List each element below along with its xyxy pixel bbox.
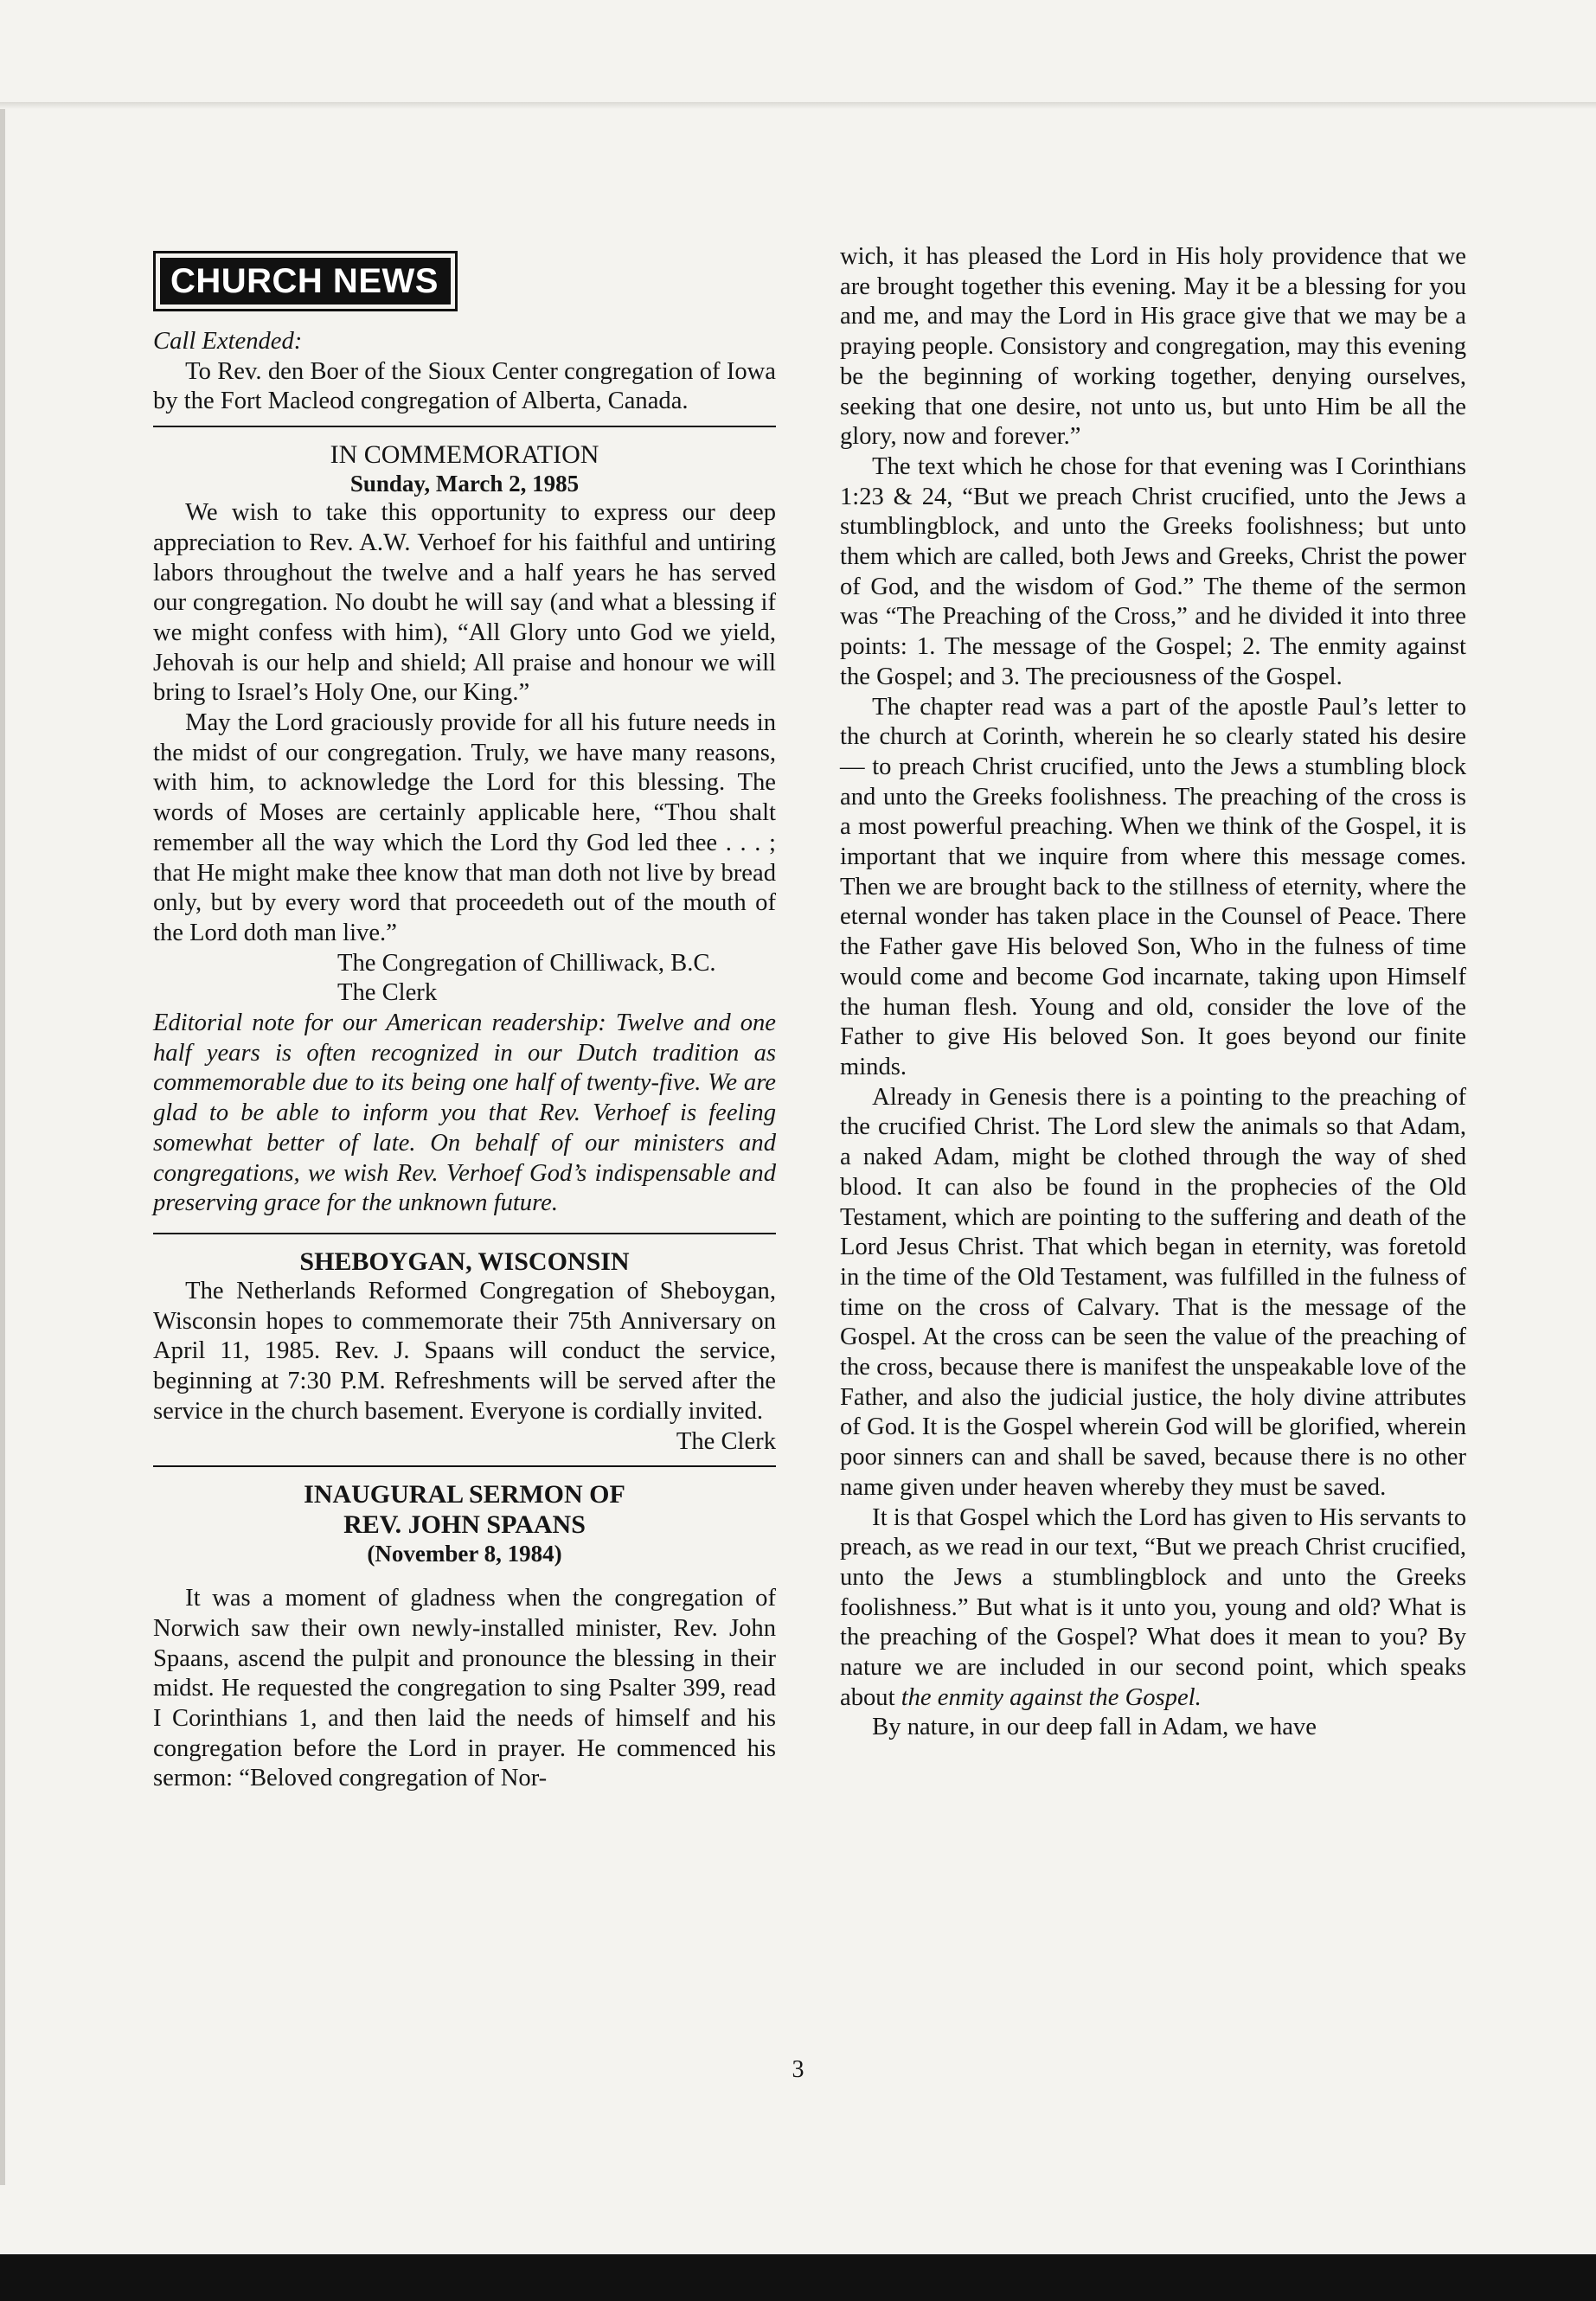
sermon-paragraph-last <box>840 1503 1466 1714</box>
commemoration-title: IN COMMEMORATION <box>330 440 599 470</box>
inaugural-continued: wich, it has pleased the Lord in His holy providence that we are brought together this evening. May it be a blessing for you and me, and may the Lord in His grace give that we may be a praying people. Consistory and congregation, may this evening be the beginning of working together, denying ourselves, seeking that one desire, not unto us, but unto Him be all the glory, now and forever.” <box>840 243 1466 451</box>
commemoration-date: Sunday, March 2, 1985 <box>349 471 580 497</box>
masthead-title: CHURCH NEWS <box>160 258 451 304</box>
right-column <box>840 242 1466 1743</box>
page-number: 3 <box>792 2056 804 2083</box>
sermon-paragraph: Already in Genesis there is a pointing to the preaching of the crucified Christ. The Lord slew the animals so that Adam, a naked Adam, might be clothed through the way of shed blood. It can also be found in the prophecies of the Old Testament, which are pointing to the suffering and death of the Lord Jesus Christ. That which began in eternity, was foretold in the time of the Old Testament, was fulfilled in the fulness of time on the cross of Calvary. That is the message of the Gospel. At the cross can be seen the value of the preaching of the cross, because there is manifest the unspeakable love of the Father, and also the judicial justice, the holy divine attributes of God. It is the Gospel wherein God will be glorified, wherein poor sinners can and shall be saved, because there is no other name given under heaven whereby they must be saved. <box>840 1083 1466 1501</box>
sermon-paragraph: The text which he chose for that evening was I Corinthians 1:23 & 24, “But we preach Christ crucified, unto the Jews a stumblingblock, and unto the Greeks foolishness; but unto them which are called, both Jews and Greeks, Christ the power of God, and the wisdom of God.” The theme of the sermon was “The Preaching of the Cross,” and he divided it into three points: 1. The message of the Gospel; 2. The enmity against the Gospel; and 3. The preciousness of the Gospel. <box>840 452 1466 690</box>
sermon-final-line: By nature, in our deep fall in Adam, we have <box>872 1714 1317 1741</box>
church-news-masthead <box>153 251 458 311</box>
sermon-paragraph: The chapter read was a part of the apostle Paul’s letter to the church at Corinth, wherein he so clearly stated his desire — to preach Christ crucified, unto the Jews a stumbling block and unto the Greeks foolishness. The preaching of the cross is a most powerful preaching. When we think of the Gospel, it is important that we inquire from where this message comes. Then we are brought back to the stillness of eternity, where the eternal wonder has taken place in the Counsel of Peace. There the Father gave His beloved Son, Who in the fulness of time would come and become God incarnate, taking upon Himself the human flesh. Young and old, consider the love of the Father to give His beloved Son. It goes beyond our finite minds. <box>840 693 1466 1080</box>
inaugural-title-name: REV. JOHN SPAANS <box>343 1510 586 1540</box>
commemoration-signature: The Congregation of Chilliwack, B.C. <box>337 949 716 977</box>
call-extended-label: Call Extended: <box>153 328 303 355</box>
section-divider <box>153 1465 776 1467</box>
sermon-emphasis: the enmity against the Gospel. <box>901 1683 1202 1711</box>
sheboygan-text: The Netherlands Reformed Congregation of Sheboygan, Wisconsin hopes to commemorate their 75th Anniversary on April 11, 1985. Rev. J. Spaans will conduct the service, beginning at 7:30 P.M. Refreshments will be served after the service in the church basement. Everyone is cordially invited. <box>153 1277 776 1425</box>
sermon-text: It is that Gospel which the Lord has given to His servants to preach, as we read in our text, “But we preach Christ crucified, unto the Jews a stumblingblock and unto the Greeks foolishness.” But what is it unto you, young and old? What is the preaching of the Gospel? What does it mean to you? By nature we are included in our second point, which speaks about <box>840 1503 1466 1711</box>
section-divider <box>153 426 776 427</box>
commemoration-paragraph: May the Lord graciously provide for all his future needs in the midst of our congregation. Truly, we have many reasons, with him, to acknowledge the Lord for this blessing. The words of Moses are certainly applicable here, “Thou shalt remember all the way which the Lord thy God led thee . . . ; that He might make thee know that man doth not live by bread only, but by every word that proceedeth out of the mouth of the Lord doth man live.” <box>153 709 776 946</box>
inaugural-title: INAUGURAL SERMON OF <box>304 1480 625 1509</box>
left-column <box>153 242 776 1794</box>
sheboygan-signature: The Clerk <box>676 1427 776 1455</box>
scan-top-edge <box>0 102 1596 109</box>
scan-left-edge <box>0 109 5 2185</box>
commemoration-paragraph: We wish to take this opportunity to express our deep appreciation to Rev. A.W. Verhoef for his faithful and untiring labors throughout the twelve and a half years he has served our congregation. No doubt he will say (and what a blessing if we might confess with him), “All Glory unto God we yield, Jehovah is our help and shield; All praise and honour we will bring to Israel’s Holy One, our King.” <box>153 499 776 707</box>
call-extended-text: To Rev. den Boer of the Sioux Center congregation of Iowa by the Fort Macleod congregation of Alberta, Canada. <box>153 357 776 415</box>
inaugural-intro: It was a moment of gladness when the congregation of Norwich saw their own newly-installed minister, Rev. John Spaans, ascend the pulpit and pronounce the blessing in their midst. He requested the congregation to sing Psalter 399, read I Corinthians 1, and then laid the needs of himself and his congregation before the Lord in prayer. He commenced his sermon: “Beloved congregation of Nor- <box>153 1585 776 1792</box>
sheboygan-title: SHEBOYGAN, WISCONSIN <box>299 1247 630 1276</box>
spacer <box>153 1568 776 1584</box>
inaugural-date: (November 8, 1984) <box>367 1541 562 1567</box>
section-divider <box>153 1233 776 1234</box>
scan-bottom-edge <box>0 2254 1596 2301</box>
commemoration-clerk: The Clerk <box>337 979 438 1007</box>
editorial-note: Editorial note for our American readership: Twelve and one half years is often recognized in our Dutch tradition as commemorable due to its being one half of twenty-five. We are glad to be able to inform you that Rev. Verhoef is feeling somewhat better of late. On behalf of our ministers and congregations, we wish Rev. Verhoef God’s indispensable and preserving grace for the unknown future. <box>153 1009 776 1217</box>
